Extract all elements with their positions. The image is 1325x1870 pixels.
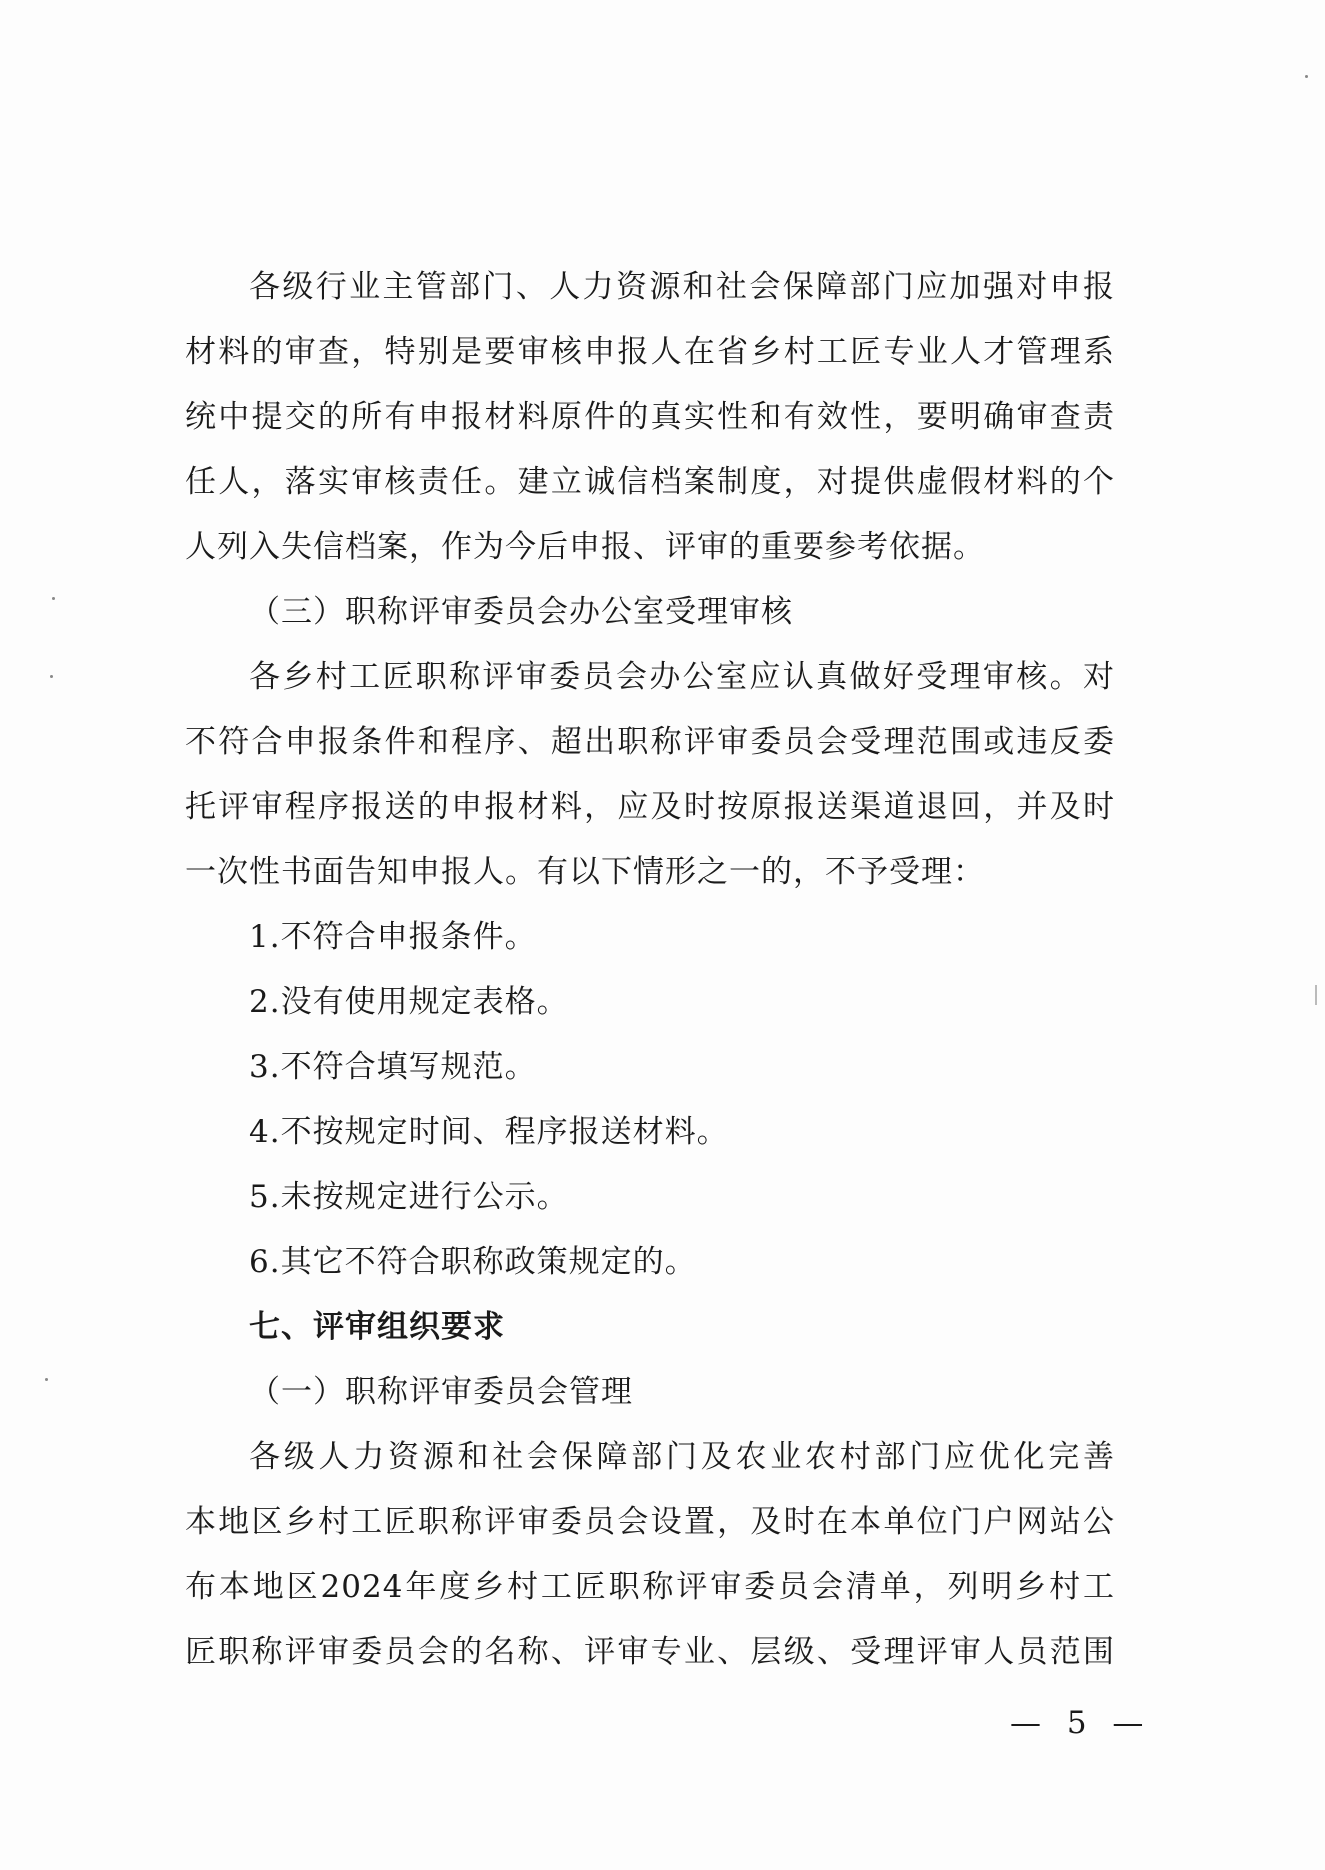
text-line: 人列入失信档案，作为今后申报、评审的重要参考依据。 — [185, 529, 985, 565]
scan-speck — [52, 597, 55, 600]
text-line: 各级行业主管部门、人力资源和社会保障部门应加强对申报 — [249, 269, 1115, 305]
list-item: 6.其它不符合职称政策规定的。 — [249, 1244, 697, 1280]
text-line: 本地区乡村工匠职称评审委员会设置，及时在本单位门户网站公 — [185, 1504, 1115, 1540]
paragraph-review-materials — [185, 255, 1115, 580]
rejection-conditions-list — [185, 905, 1115, 1295]
page-number: — 5 — — [1010, 1705, 1152, 1741]
list-item: 1.不符合申报条件。 — [249, 919, 537, 955]
scan-edge-mark — [1315, 985, 1317, 1005]
subheading-committee-management: （一）职称评审委员会管理 — [249, 1374, 633, 1410]
subheading-acceptance-review: （三）职称评审委员会办公室受理审核 — [249, 594, 793, 630]
paragraph-committee-setup — [185, 1425, 1115, 1685]
text-line: 材料的审查，特别是要审核申报人在省乡村工匠专业人才管理系 — [185, 334, 1115, 370]
list-item: 5.未按规定进行公示。 — [249, 1179, 569, 1215]
text-line: 一次性书面告知申报人。有以下情形之一的，不予受理： — [185, 854, 985, 890]
section-heading: 七、评审组织要求 — [249, 1309, 505, 1345]
text-line: 统中提交的所有申报材料原件的真实性和有效性，要明确审查责 — [185, 399, 1115, 435]
list-item: 4.不按规定时间、程序报送材料。 — [249, 1114, 729, 1150]
paragraph-acceptance — [185, 645, 1115, 905]
list-item: 3.不符合填写规范。 — [249, 1049, 537, 1085]
document-body — [185, 255, 1115, 1685]
text-line: 布本地区2024年度乡村工匠职称评审委员会清单，列明乡村工 — [185, 1569, 1115, 1605]
scan-speck — [1305, 75, 1308, 78]
text-line: 匠职称评审委员会的名称、评审专业、层级、受理评审人员范围 — [185, 1634, 1115, 1670]
text-line: 任人，落实审核责任。建立诚信档案制度，对提供虚假材料的个 — [185, 464, 1115, 500]
list-item: 2.没有使用规定表格。 — [249, 984, 569, 1020]
scan-speck — [45, 1378, 48, 1381]
text-line: 不符合申报条件和程序、超出职称评审委员会受理范围或违反委 — [185, 724, 1115, 760]
text-line: 各乡村工匠职称评审委员会办公室应认真做好受理审核。对 — [249, 659, 1115, 695]
text-line: 各级人力资源和社会保障部门及农业农村部门应优化完善 — [249, 1439, 1115, 1475]
text-line: 托评审程序报送的申报材料，应及时按原报送渠道退回，并及时 — [185, 789, 1115, 825]
scan-speck — [50, 675, 53, 678]
